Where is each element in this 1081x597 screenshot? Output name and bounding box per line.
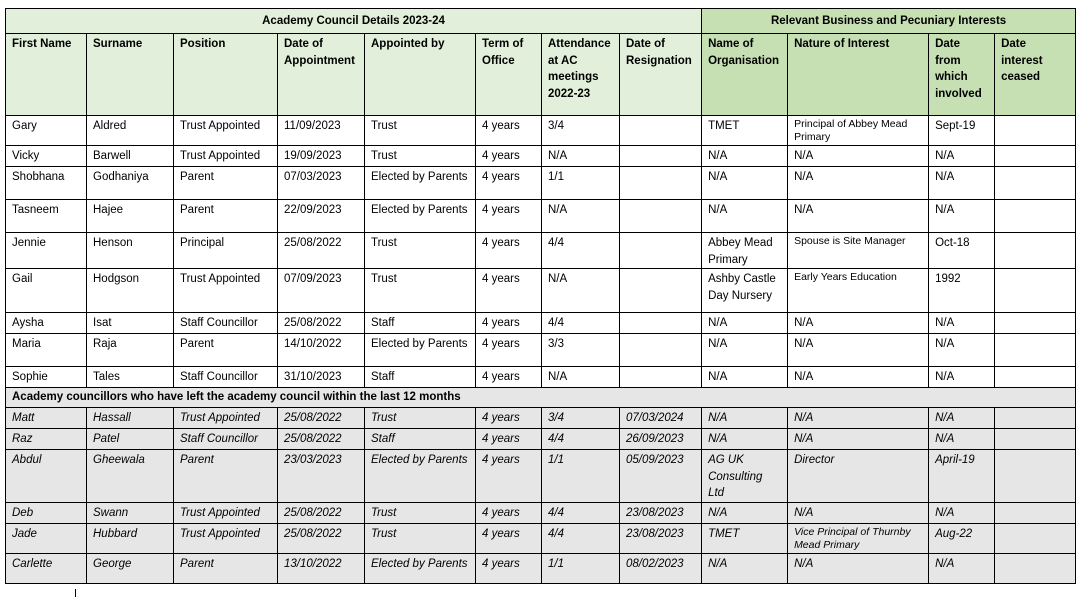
appointed-by-cell: Elected by Parents xyxy=(365,553,476,583)
attendance-cell: 4/4 xyxy=(542,429,620,450)
attendance-cell: N/A xyxy=(542,146,620,167)
date-of-resignation-cell xyxy=(620,313,702,334)
column-header-organisation: Name of Organisation xyxy=(702,34,788,116)
date-ceased-cell xyxy=(995,116,1076,146)
position-cell: Staff Councillor xyxy=(174,367,278,388)
appointed-by-cell: Trust xyxy=(365,116,476,146)
date-of-appointment-cell: 25/08/2022 xyxy=(278,233,365,269)
date-from-cell: Sept-19 xyxy=(929,116,995,146)
date-from-cell: N/A xyxy=(929,553,995,583)
position-cell: Staff Councillor xyxy=(174,313,278,334)
date-of-appointment-cell: 31/10/2023 xyxy=(278,367,365,388)
term-of-office-cell: 4 years xyxy=(476,313,542,334)
date-from-cell: N/A xyxy=(929,429,995,450)
position-cell: Parent xyxy=(174,334,278,367)
date-ceased-cell xyxy=(995,269,1076,313)
table-row xyxy=(6,367,1076,388)
section-header-row xyxy=(6,9,1076,34)
position-cell: Principal xyxy=(174,233,278,269)
attendance-cell: N/A xyxy=(542,269,620,313)
appointed-by-cell: Elected by Parents xyxy=(365,334,476,367)
nature-of-interest-cell: N/A xyxy=(788,553,929,583)
organisation-cell: Abbey Mead Primary xyxy=(702,233,788,269)
table-row xyxy=(6,269,1076,313)
term-of-office-cell: 4 years xyxy=(476,450,542,503)
position-cell: Staff Councillor xyxy=(174,429,278,450)
position-cell: Trust Appointed xyxy=(174,146,278,167)
surname-cell: Barwell xyxy=(87,146,174,167)
table-row xyxy=(6,233,1076,269)
surname-cell: Hassall xyxy=(87,408,174,429)
date-of-appointment-cell: 25/08/2022 xyxy=(278,313,365,334)
date-of-appointment-cell: 25/08/2022 xyxy=(278,429,365,450)
former-members-divider xyxy=(6,388,1076,408)
table-row xyxy=(6,116,1076,146)
surname-cell: Henson xyxy=(87,233,174,269)
date-of-resignation-cell: 05/09/2023 xyxy=(620,450,702,503)
attendance-cell: N/A xyxy=(542,367,620,388)
surname-cell: Hajee xyxy=(87,200,174,233)
date-ceased-cell xyxy=(995,450,1076,503)
nature-of-interest-cell: N/A xyxy=(788,502,929,523)
date-from-cell: N/A xyxy=(929,200,995,233)
nature-of-interest-cell: N/A xyxy=(788,146,929,167)
date-ceased-cell xyxy=(995,523,1076,553)
appointed-by-cell: Elected by Parents xyxy=(365,450,476,503)
appointed-by-cell: Staff xyxy=(365,313,476,334)
date-of-resignation-cell: 08/02/2023 xyxy=(620,553,702,583)
position-cell: Trust Appointed xyxy=(174,116,278,146)
date-from-cell: N/A xyxy=(929,313,995,334)
nature-of-interest-cell: N/A xyxy=(788,367,929,388)
organisation-cell: N/A xyxy=(702,200,788,233)
term-of-office-cell: 4 years xyxy=(476,116,542,146)
term-of-office-cell: 4 years xyxy=(476,367,542,388)
term-of-office-cell: 4 years xyxy=(476,502,542,523)
organisation-cell: N/A xyxy=(702,334,788,367)
term-of-office-cell: 4 years xyxy=(476,233,542,269)
date-of-resignation-cell: 26/09/2023 xyxy=(620,429,702,450)
attendance-cell: 1/1 xyxy=(542,167,620,200)
nature-of-interest-cell: N/A xyxy=(788,429,929,450)
interests-section-title: Relevant Business and Pecuniary Interests xyxy=(702,9,1076,34)
date-of-resignation-cell xyxy=(620,167,702,200)
first-name-cell: Aysha xyxy=(6,313,87,334)
attendance-cell: 1/1 xyxy=(542,553,620,583)
column-header-term-of-office: Term of Office xyxy=(476,34,542,116)
nature-of-interest-cell: N/A xyxy=(788,313,929,334)
term-of-office-cell: 4 years xyxy=(476,200,542,233)
column-header-nature-of-interest: Nature of Interest xyxy=(788,34,929,116)
nature-of-interest-cell: Principal of Abbey Mead Primary xyxy=(788,116,929,146)
attendance-cell: 3/4 xyxy=(542,116,620,146)
term-of-office-cell: 4 years xyxy=(476,269,542,313)
position-cell: Trust Appointed xyxy=(174,502,278,523)
attendance-cell: N/A xyxy=(542,200,620,233)
date-of-resignation-cell xyxy=(620,146,702,167)
surname-cell: Raja xyxy=(87,334,174,367)
attendance-cell: 4/4 xyxy=(542,313,620,334)
date-of-resignation-cell: 07/03/2024 xyxy=(620,408,702,429)
date-of-appointment-cell: 25/08/2022 xyxy=(278,502,365,523)
appointed-by-cell: Trust xyxy=(365,502,476,523)
date-from-cell: N/A xyxy=(929,146,995,167)
organisation-cell: N/A xyxy=(702,502,788,523)
date-from-cell: Aug-22 xyxy=(929,523,995,553)
table-row xyxy=(6,167,1076,200)
position-cell: Parent xyxy=(174,553,278,583)
attendance-cell: 3/3 xyxy=(542,334,620,367)
date-from-cell: N/A xyxy=(929,334,995,367)
date-from-cell: 1992 xyxy=(929,269,995,313)
page-edge-line xyxy=(75,589,76,597)
date-of-resignation-cell xyxy=(620,367,702,388)
date-from-cell: N/A xyxy=(929,502,995,523)
nature-of-interest-cell: N/A xyxy=(788,408,929,429)
attendance-cell: 3/4 xyxy=(542,408,620,429)
organisation-cell: TMET xyxy=(702,523,788,553)
table-row xyxy=(6,334,1076,367)
table-row xyxy=(6,200,1076,233)
table-row xyxy=(6,553,1076,583)
column-header-attendance: Attendance at AC meetings 2022-23 xyxy=(542,34,620,116)
appointed-by-cell: Trust xyxy=(365,408,476,429)
appointed-by-cell: Elected by Parents xyxy=(365,167,476,200)
surname-cell: Tales xyxy=(87,367,174,388)
appointed-by-cell: Trust xyxy=(365,523,476,553)
date-of-appointment-cell: 07/03/2023 xyxy=(278,167,365,200)
appointed-by-cell: Staff xyxy=(365,429,476,450)
date-from-cell: N/A xyxy=(929,167,995,200)
column-header-date-ceased: Date interest ceased xyxy=(995,34,1076,116)
surname-cell: Aldred xyxy=(87,116,174,146)
table-row xyxy=(6,502,1076,523)
surname-cell: Swann xyxy=(87,502,174,523)
first-name-cell: Jade xyxy=(6,523,87,553)
nature-of-interest-cell: N/A xyxy=(788,200,929,233)
table-row xyxy=(6,146,1076,167)
date-from-cell: April-19 xyxy=(929,450,995,503)
organisation-cell: AG UK Consulting Ltd xyxy=(702,450,788,503)
first-name-cell: Jennie xyxy=(6,233,87,269)
term-of-office-cell: 4 years xyxy=(476,429,542,450)
date-ceased-cell xyxy=(995,553,1076,583)
table-row xyxy=(6,408,1076,429)
table-row xyxy=(6,523,1076,553)
date-of-resignation-cell xyxy=(620,269,702,313)
nature-of-interest-cell: N/A xyxy=(788,334,929,367)
table-row xyxy=(6,313,1076,334)
date-from-cell: N/A xyxy=(929,408,995,429)
first-name-cell: Carlette xyxy=(6,553,87,583)
organisation-cell: N/A xyxy=(702,408,788,429)
first-name-cell: Matt xyxy=(6,408,87,429)
organisation-cell: N/A xyxy=(702,313,788,334)
appointed-by-cell: Trust xyxy=(365,146,476,167)
council-details-table xyxy=(5,8,1076,584)
date-of-resignation-cell: 23/08/2023 xyxy=(620,523,702,553)
first-name-cell: Maria xyxy=(6,334,87,367)
position-cell: Trust Appointed xyxy=(174,408,278,429)
organisation-cell: N/A xyxy=(702,429,788,450)
date-ceased-cell xyxy=(995,429,1076,450)
position-cell: Trust Appointed xyxy=(174,269,278,313)
table-row xyxy=(6,450,1076,503)
surname-cell: Patel xyxy=(87,429,174,450)
column-header-first-name: First Name xyxy=(6,34,87,116)
first-name-cell: Gary xyxy=(6,116,87,146)
date-of-resignation-cell xyxy=(620,334,702,367)
nature-of-interest-cell: Director xyxy=(788,450,929,503)
date-of-resignation-cell xyxy=(620,233,702,269)
date-ceased-cell xyxy=(995,408,1076,429)
organisation-cell: N/A xyxy=(702,167,788,200)
first-name-cell: Deb xyxy=(6,502,87,523)
first-name-cell: Raz xyxy=(6,429,87,450)
surname-cell: Isat xyxy=(87,313,174,334)
appointed-by-cell: Trust xyxy=(365,269,476,313)
appointed-by-cell: Trust xyxy=(365,233,476,269)
column-header-appointed-by: Appointed by xyxy=(365,34,476,116)
position-cell: Parent xyxy=(174,167,278,200)
first-name-cell: Sophie xyxy=(6,367,87,388)
appointed-by-cell: Elected by Parents xyxy=(365,200,476,233)
organisation-cell: TMET xyxy=(702,116,788,146)
date-of-appointment-cell: 19/09/2023 xyxy=(278,146,365,167)
date-of-appointment-cell: 14/10/2022 xyxy=(278,334,365,367)
term-of-office-cell: 4 years xyxy=(476,553,542,583)
position-cell: Trust Appointed xyxy=(174,523,278,553)
appointed-by-cell: Staff xyxy=(365,367,476,388)
column-header-date-of-resignation: Date of Resignation xyxy=(620,34,702,116)
table-row xyxy=(6,429,1076,450)
date-of-appointment-cell: 22/09/2023 xyxy=(278,200,365,233)
surname-cell: Hubbard xyxy=(87,523,174,553)
organisation-cell: N/A xyxy=(702,146,788,167)
organisation-cell: N/A xyxy=(702,553,788,583)
first-name-cell: Abdul xyxy=(6,450,87,503)
column-header-row xyxy=(6,34,1076,116)
date-ceased-cell xyxy=(995,167,1076,200)
first-name-cell: Gail xyxy=(6,269,87,313)
date-ceased-cell xyxy=(995,334,1076,367)
date-ceased-cell xyxy=(995,146,1076,167)
column-header-date-from: Date from which involved xyxy=(929,34,995,116)
nature-of-interest-cell: N/A xyxy=(788,167,929,200)
date-of-appointment-cell: 25/08/2022 xyxy=(278,523,365,553)
date-ceased-cell xyxy=(995,313,1076,334)
first-name-cell: Vicky xyxy=(6,146,87,167)
term-of-office-cell: 4 years xyxy=(476,523,542,553)
attendance-cell: 1/1 xyxy=(542,450,620,503)
date-of-appointment-cell: 23/03/2023 xyxy=(278,450,365,503)
nature-of-interest-cell: Early Years Education xyxy=(788,269,929,313)
date-of-resignation-cell: 23/08/2023 xyxy=(620,502,702,523)
attendance-cell: 4/4 xyxy=(542,502,620,523)
attendance-cell: 4/4 xyxy=(542,233,620,269)
date-from-cell: N/A xyxy=(929,367,995,388)
date-ceased-cell xyxy=(995,200,1076,233)
surname-cell: George xyxy=(87,553,174,583)
date-of-appointment-cell: 11/09/2023 xyxy=(278,116,365,146)
council-section-title: Academy Council Details 2023-24 xyxy=(6,9,702,34)
date-from-cell: Oct-18 xyxy=(929,233,995,269)
column-header-date-of-appointment: Date of Appointment xyxy=(278,34,365,116)
first-name-cell: Shobhana xyxy=(6,167,87,200)
organisation-cell: N/A xyxy=(702,367,788,388)
position-cell: Parent xyxy=(174,200,278,233)
date-ceased-cell xyxy=(995,367,1076,388)
former-members-heading: Academy councillors who have left the academy council within the last 12 months xyxy=(6,388,1076,408)
date-of-appointment-cell: 07/09/2023 xyxy=(278,269,365,313)
term-of-office-cell: 4 years xyxy=(476,146,542,167)
attendance-cell: 4/4 xyxy=(542,523,620,553)
term-of-office-cell: 4 years xyxy=(476,334,542,367)
term-of-office-cell: 4 years xyxy=(476,167,542,200)
surname-cell: Godhaniya xyxy=(87,167,174,200)
nature-of-interest-cell: Spouse is Site Manager xyxy=(788,233,929,269)
first-name-cell: Tasneem xyxy=(6,200,87,233)
position-cell: Parent xyxy=(174,450,278,503)
date-ceased-cell xyxy=(995,233,1076,269)
date-ceased-cell xyxy=(995,502,1076,523)
date-of-resignation-cell xyxy=(620,200,702,233)
surname-cell: Hodgson xyxy=(87,269,174,313)
organisation-cell: Ashby Castle Day Nursery xyxy=(702,269,788,313)
date-of-appointment-cell: 13/10/2022 xyxy=(278,553,365,583)
column-header-surname: Surname xyxy=(87,34,174,116)
nature-of-interest-cell: Vice Principal of Thurnby Mead Primary xyxy=(788,523,929,553)
term-of-office-cell: 4 years xyxy=(476,408,542,429)
column-header-position: Position xyxy=(174,34,278,116)
date-of-appointment-cell: 25/08/2022 xyxy=(278,408,365,429)
date-of-resignation-cell xyxy=(620,116,702,146)
surname-cell: Gheewala xyxy=(87,450,174,503)
